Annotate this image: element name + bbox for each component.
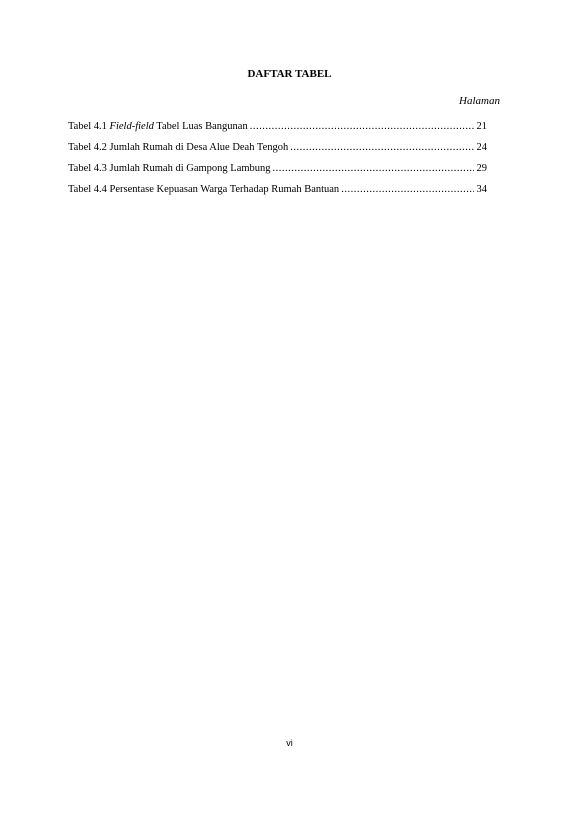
entry-title <box>68 162 271 176</box>
entry-page-number: 34 <box>476 184 487 195</box>
entry-title-italic: Field-field <box>109 121 154 132</box>
list-item <box>68 120 487 141</box>
dot-leader <box>341 183 473 197</box>
list-item <box>68 162 487 183</box>
entry-title-prefix: Tabel 4.3 Jumlah Rumah di Gampong Lambung <box>68 163 271 174</box>
entry-title <box>68 141 288 155</box>
entry-title <box>68 183 339 197</box>
entry-title-prefix: Tabel 4.2 Jumlah Rumah di Desa Alue Deah Tengoh <box>68 142 289 153</box>
page-column-label: Halaman <box>459 95 500 107</box>
table-list <box>68 120 487 204</box>
entry-title-suffix: Tabel Luas Bangunan <box>153 121 248 132</box>
dot-leader <box>273 162 474 176</box>
page-number: vi <box>286 738 293 748</box>
entry-page-number: 21 <box>476 121 487 132</box>
entry-page-number: 29 <box>476 163 487 174</box>
entry-title <box>68 120 248 134</box>
list-item <box>68 141 487 162</box>
page-title: DAFTAR TABEL <box>247 68 332 80</box>
entry-title-prefix: Tabel 4.4 Persentase Kepuasan Warga Terhadap Rumah Bantuan <box>68 184 340 195</box>
dot-leader <box>290 141 473 155</box>
list-item <box>68 183 487 204</box>
entry-title-prefix: Tabel 4.1 <box>68 121 110 132</box>
dot-leader <box>250 120 474 134</box>
entry-page-number: 24 <box>476 142 487 153</box>
